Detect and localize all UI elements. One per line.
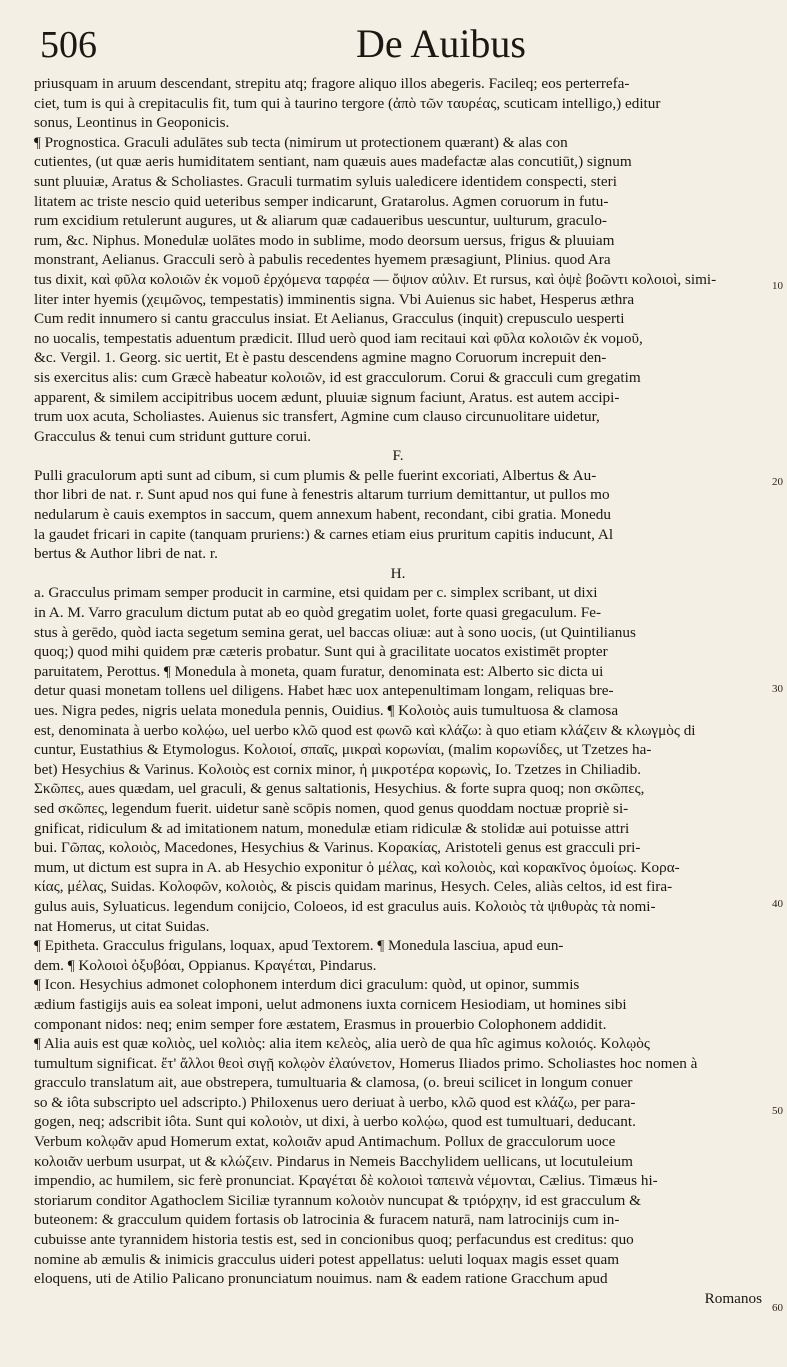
text-line: componant nidos: neq; enim semper fore æstatem, Erasmus in prouerbio Colophonem addidit. [34,1015,607,1033]
text-line: nedularum è cauis exemptos in saccum, quem annexum habent, recondant, cibi gratia. Monedu [34,506,611,524]
margin-line-number: 20 [772,476,783,488]
text-line: sed σκῶπες, legendum fuerit. uidetur sanè scōpis nomen, quod genus quoddam noctuæ propriè si- [34,799,629,817]
margin-line-number: 40 [772,898,783,910]
text-line: ¶ Epitheta. Gracculus frigulans, loquax, apud Textorem. ¶ Monedula lasciua, apud eun- [34,937,564,955]
text-line: detur quasi monetam tollens uel diligens. Habet hæc uox antepenultimam longam, reliquas bre- [34,682,614,700]
section-heading: F. [392,447,404,465]
text-line: thor libri de nat. r. Sunt apud nos qui fune à fenestris altarum turrium demittantur, ut pullos mo [34,486,610,504]
text-line: stus à gerēdo, quòd iacta segetum semina gerat, uel baccas oliuæ: aut à sono uocis, (ut Quintilianus [34,623,636,641]
text-line: nomine ab æmulis & inimicis gracculus uideri potest appellatus: ueluti loquax magis esset quam [34,1250,620,1268]
text-line: apparent, & similem accipitribus uocem ædunt, pluuiæ signum faciunt, Aratus. est autem accipi- [34,388,620,406]
text-line: liter inter hyemis (χειμῶνος, tempestatis) imminentis signa. Vbi Auienus sic habet, Hesperus æthra [34,290,635,308]
text-line: bet) Hesychius & Varinus. Κολοιὸς est cornix minor, ἡ μικροτέρα κορωνὶς, Io. Tzetzes in Chiliadib. [34,760,642,778]
text-line: sunt pluuiæ, Aratus & Scholiastes. Graculi turmatim syluis ualedicere identidem conspecti, steri [34,172,617,190]
text-line: Gracculus & tenui cum stridunt gutture corui. [34,427,312,445]
page-body-text [34,74,762,1308]
text-line: Verbum κολῳᾶν apud Homerum extat, κολοιᾶν apud Antimachum. Pollux de gracculorum uoce [34,1133,616,1151]
text-line: tumultum significat. ἔτ' ἄλλοι θεοὶ σιγῇ κολῳὸν ἐλαύνετον, Homerus Iliados primo. Scholiastes hoc nomen à [34,1054,698,1072]
text-line: trum uox acuta, Scholiastes. Auienus sic transfert, Agmine cum clauso circunuolitare uidetur, [34,408,600,426]
text-line: ¶ Prognostica. Graculi adulātes sub tecta (nimirum ut protectionem quærant) & alas con [34,133,568,151]
text-line: gulus auis, Syluaticus. legendum conijcio, Coloeos, id est graculus auis. Κολοιὸς τὰ ψιθυρὰς τὰ nomi- [34,897,656,915]
text-line: bertus & Author libri de nat. r. [34,545,218,563]
text-line: cutientes, (ut quæ aeris humiditatem sentiant, nam quæuis aues madefactæ alas concutiūt,) signum [34,153,632,171]
text-line: rum excidium retulerunt augures, ut & aliarum quæ cadaueribus uescuntur, uulturum, graculo- [34,212,607,230]
text-line: bui. Γῶπας, κολοιὸς, Macedones, Hesychius & Varinus. Κορακίας, Aristoteli genus est gracculi pri- [34,839,641,857]
text-line: κίας, μέλας, Suidas. Κολοφῶν, κολοιὸς, & piscis quidam marinus, Hesych. Celes, aliàs celtos, id est fira- [34,878,673,896]
text-line: ¶ Alia auis est quæ κολιὸς, uel κολιὸς: alia item κελεὸς, alia uerò de qua hîc agimus κολοιός. Κολῳὸς [34,1035,650,1053]
text-line: impendio, ac humilem, sic ferè pronunciat. Κραγέται δὲ κολοιοὶ ταπεινὰ νέμονται, Cælius. Timæus hi- [34,1172,658,1190]
text-line: tus dixit, καὶ φῦλα κολοιῶν ἐκ νομοῦ ἐρχόμενα ταρφέα — ὄψιον αὐλιν. Et rursus, καὶ ὀψὲ βοῶντι κολοιοὶ, simi- [34,270,717,288]
text-line: Cum redit innumero si cantu gracculus insiat. Et Aelianus, Gracculus (inquit) crepusculo uesperti [34,310,625,328]
text-line: gracculo translatum ait, aue obstrepera, tumultuaria & clamosa, (o. breui scilicet in longum conuer [34,1074,633,1092]
text-line: paruitatem, Perottus. ¶ Monedula à moneta, quam furatur, denominata est: Alberto sic dicta ui [34,662,604,680]
margin-line-number: 30 [772,683,783,695]
text-line: ues. Nigra pedes, nigris uelata monedula pennis, Ouidius. ¶ Κολοιὸς auis tumultuosa & clamosa [34,702,619,719]
text-line: Σκῶπες, aues quædam, uel graculi, & genus saltationis, Hesychius. & forte supra quoq; non σκῶπες, [34,780,645,798]
text-line: ¶ Icon. Hesychius admonet colophonem interdum dici graculum: quòd, ut opinor, summis [34,976,580,994]
margin-line-number: 50 [772,1105,783,1117]
text-line: mum, ut dictum est supra in A. ab Hesychio exponitur ὁ μέλας, καὶ κολοιὸς, καὶ κορακῖνος ὁμοίως. Κορα- [34,858,680,876]
text-line: &c. Vergil. 1. Georg. sic uertit, Et è pastu descendens agmine magno Coruorum increpuit den- [34,349,607,367]
text-line: κολοιᾶν uerbum usurpat, ut & κλώζειν. Pindarus in Nemeis Bacchylidem uellicans, ut locutuleium [34,1152,633,1170]
text-line: rum, &c. Niphus. Monedulæ uolātes modo in sublime, modo deorsum uersus, frigus & pluuiam [34,231,615,249]
page-header [40,14,760,70]
text-line: in A. M. Varro graculum dictum putat ab eo quòd gregatim uolet, forte quasi gregaculum. Fe- [34,604,602,622]
text-line: gogen, neq; adscribit iôta. Sunt qui κολοιὸν, ut dixi, à uerbo κολῴω, quod est tumultuari, deducant. [34,1113,636,1131]
text-line: cuntur, Eustathius & Etymologus. Κολοιοί, σπαῖς, μικραὶ κορωνίαι, (malim κορωνίδες, ut Tzetzes ha- [34,741,652,759]
text-line: cubuisse ante tyrannidem historia testis est, sed in concionibus quoq; perfacundus est creditus: quo [34,1231,634,1249]
text-line: eloquens, uti de Atilio Palicano pronunciatum nouimus. nam & eadem ratione Gracchum apud [34,1270,608,1288]
text-line: monstrant, Aelianus. Gracculi serò à pabulis recedentes hyemem præsagiunt, Plinius. quod Ara [34,251,611,269]
text-line: ædium fastigijs auis ea soleat imponi, uelut admonens iuxta cornicem Hesiodiam, ut homines sibi [34,995,627,1013]
text-line: priusquam in aruum descendant, strepitu atq; fragore aliquo illos abegeris. Facileq; eos perterrefa- [34,75,630,92]
page-number: 506 [40,24,97,66]
text-line: Pulli graculorum apti sunt ad cibum, si cum plumis & pelle fuerint excoriati, Albertus & Au- [34,466,597,484]
text-line: no uocalis, tempestatis aduentum prædicit. Illud uerò quod iam recitaui καὶ φῦλα κολοιῶν ἐκ νομοῦ, [34,329,643,347]
running-title: De Auibus [356,21,526,66]
text-line: sonus, Leontinus in Geoponicis. [34,114,230,132]
margin-line-number: 60 [772,1302,783,1314]
text-line: Romanos [704,1289,762,1307]
text-line: gnificat, ridiculum & ad imitationem natum, monedulæ etiam ridiculæ & stolidæ aui potuisse attri [34,819,630,837]
margin-line-number: 10 [772,280,783,292]
text-line: a. Gracculus primam semper producit in carmine, etsi quidam per c. simplex scribant, ut dixi [34,584,598,602]
text-line: la gaudet fricari in capite (tanquam pruriens:) & carnes etiam eius pruritum capitis inducunt, Al [34,525,614,543]
text-line: storiarum conditor Agathoclem Siciliæ tyrannum κολοιὸν nuncupat & τριόρχην, id est gracculum & [34,1191,641,1209]
text-line: litatem ac triste nescio quid ueteribus semper indicarunt, Gratarolus. Agmen coruorum in futu- [34,192,609,210]
text-line: so & iôta subscripto uel adscripto.) Philoxenus uero deriuat à uerbo, κλῶ quod est κλάζω, per para- [34,1093,636,1111]
text-line: quoq;) quod mihi quidem præ cæteris probatur. Sunt qui à gracilitate uocatos existimēt propter [34,643,608,661]
text-line: est, denominata à uerbo κολῴω, uel uerbo κλῶ quod est φωνῶ καὶ κλάζω: à quo etiam κλάζειν & κλωγμὸς di [34,721,696,739]
text-line: nat Homerus, ut citat Suidas. [34,917,210,935]
section-heading: H. [390,564,406,582]
text-line: dem. ¶ Κολοιοὶ ὀξυβόαι, Oppianus. Κραγέται, Pindarus. [34,956,377,974]
text-line: buteonem: & gracculum quidem fortasis ob latrocinia & furacem naturā, nam latrocinijs cum in- [34,1211,620,1229]
text-line: sis exercitus alis: cum Græcè habeatur κολοιῶν, id est gracculorum. Corui & gracculi cum gregatim [34,368,641,386]
text-line: ciet, tum is qui à crepitaculis fit, tum qui à taurino tergore (ἀπὸ τῶν ταυρέας, scuticam intelligo,) editur [34,94,661,112]
